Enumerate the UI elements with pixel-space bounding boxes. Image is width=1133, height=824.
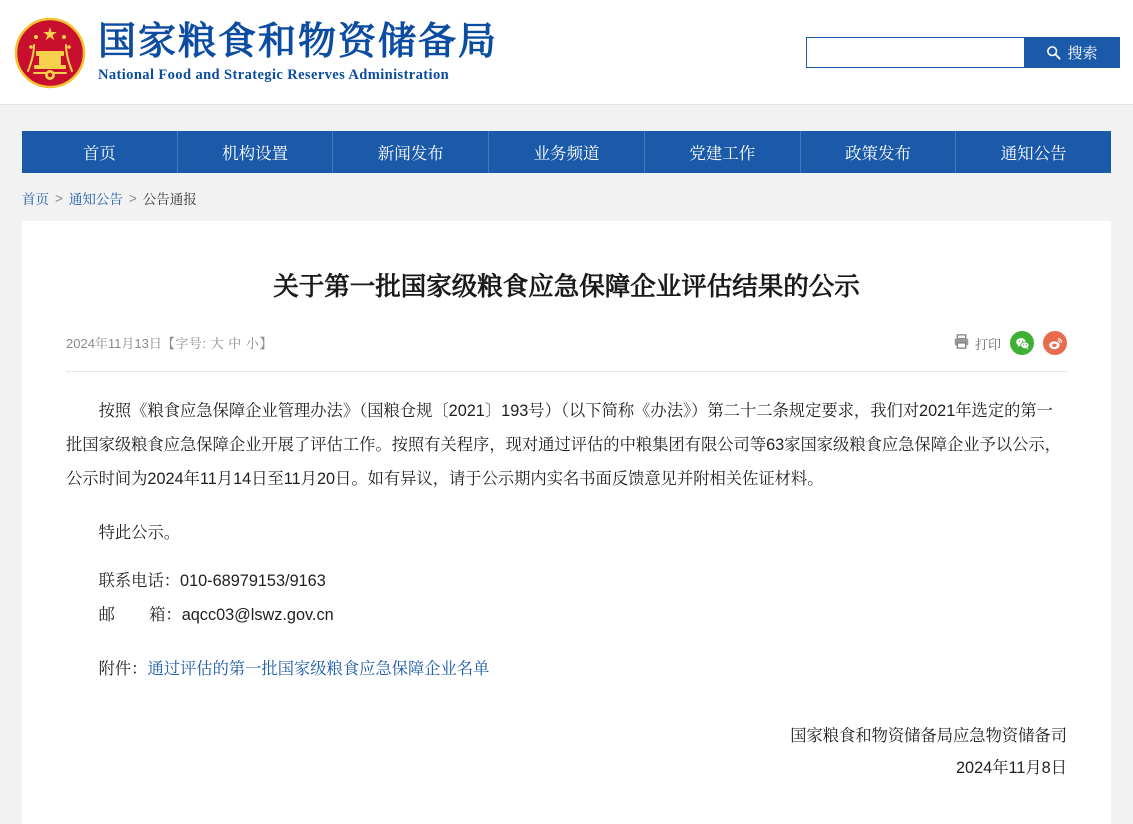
attachment-line (66, 652, 1067, 686)
article-tools (953, 331, 1067, 355)
breadcrumb-separator-2: > (128, 190, 137, 206)
breadcrumb-separator: > (55, 190, 63, 206)
site-header (0, 0, 1133, 105)
printer-icon (953, 333, 970, 353)
nav-item-news[interactable]: 新闻发布 (333, 131, 489, 173)
print-label: 打印 (974, 336, 1001, 352)
nav-item-party[interactable]: 党建工作 (645, 131, 801, 173)
site-logo-text[interactable] (98, 20, 498, 85)
wechat-icon[interactable] (1010, 331, 1034, 355)
site-title-cn: 国家粮食和物资储备局 (98, 21, 499, 63)
page-title: 关于第一批国家级粮食应急保障企业评估结果的公示 (273, 273, 860, 301)
contact-phone-value: 010-68979153/9163 (180, 572, 326, 590)
search-input[interactable] (806, 37, 1024, 68)
attachment-label: 附件： (98, 660, 148, 678)
weibo-icon[interactable] (1043, 331, 1067, 355)
print-button[interactable] (953, 333, 1001, 353)
article-signature (66, 720, 1067, 784)
breadcrumb-notice[interactable]: 通知公告 (68, 192, 123, 207)
signer-name: 国家粮食和物资储备局应急物资储备司 (790, 727, 1067, 745)
main-navigation (22, 131, 1111, 173)
nav-item-organization[interactable]: 机构设置 (178, 131, 334, 173)
breadcrumb-home[interactable]: 首页 (22, 192, 49, 207)
nav-item-business[interactable]: 业务频道 (489, 131, 645, 173)
article-meta (66, 331, 1067, 372)
article-date: 2024年11月13日 (66, 336, 162, 351)
attachment-link[interactable]: 通过评估的第一批国家级粮食应急保障企业名单 (147, 660, 490, 678)
contact-mail-value: aqcc03@lswz.gov.cn (181, 606, 334, 624)
search-button[interactable] (1024, 37, 1120, 68)
search-button-label: 搜索 (1067, 45, 1098, 62)
contact-mail-label-2: 箱： (149, 606, 182, 624)
breadcrumb-current: 公告通报 (142, 192, 197, 207)
contact-phone-label: 联系电话： (98, 572, 181, 590)
nav-item-home[interactable]: 首页 (22, 131, 178, 173)
search-icon (1046, 45, 1061, 60)
site-title-en: National Food and Strategic Reserves Administration (98, 67, 450, 83)
breadcrumb (22, 187, 1111, 209)
china-national-emblem-icon (14, 17, 86, 89)
article-card (22, 221, 1111, 824)
article-paragraph-1: 按照《粮食应急保障企业管理办法》（国粮仓规〔2021〕193号）（以下简称《办法》）第二十二条规定要求，我们对2021年选定的第一批国家级粮食应急保障企业开展了评估工作。按照有关程序，现对通过评估的中粮集团有限公司等63家国家级粮食应急保障企业予以公示，公示时间为2024年11月14日至11月20日。如有异议，请于公示期内实名书面反馈意见并附相关佐证材料。 (66, 402, 1061, 488)
article-paragraph-2: 特此公示。 (98, 524, 181, 542)
nav-item-notice[interactable]: 通知公告 (1000, 145, 1067, 163)
article-body (66, 372, 1067, 784)
signature-date: 2024年11月8日 (955, 759, 1067, 777)
contact-mail-label: 邮 (98, 606, 115, 624)
article-meta-left (66, 331, 273, 352)
contact-phone-line (66, 564, 1067, 598)
contact-mail-line (66, 598, 1067, 632)
nav-item-policy[interactable]: 政策发布 (801, 131, 957, 173)
search-box (806, 37, 1120, 68)
font-size-switch[interactable]: 【字号: 大 中 小】 (161, 336, 273, 351)
